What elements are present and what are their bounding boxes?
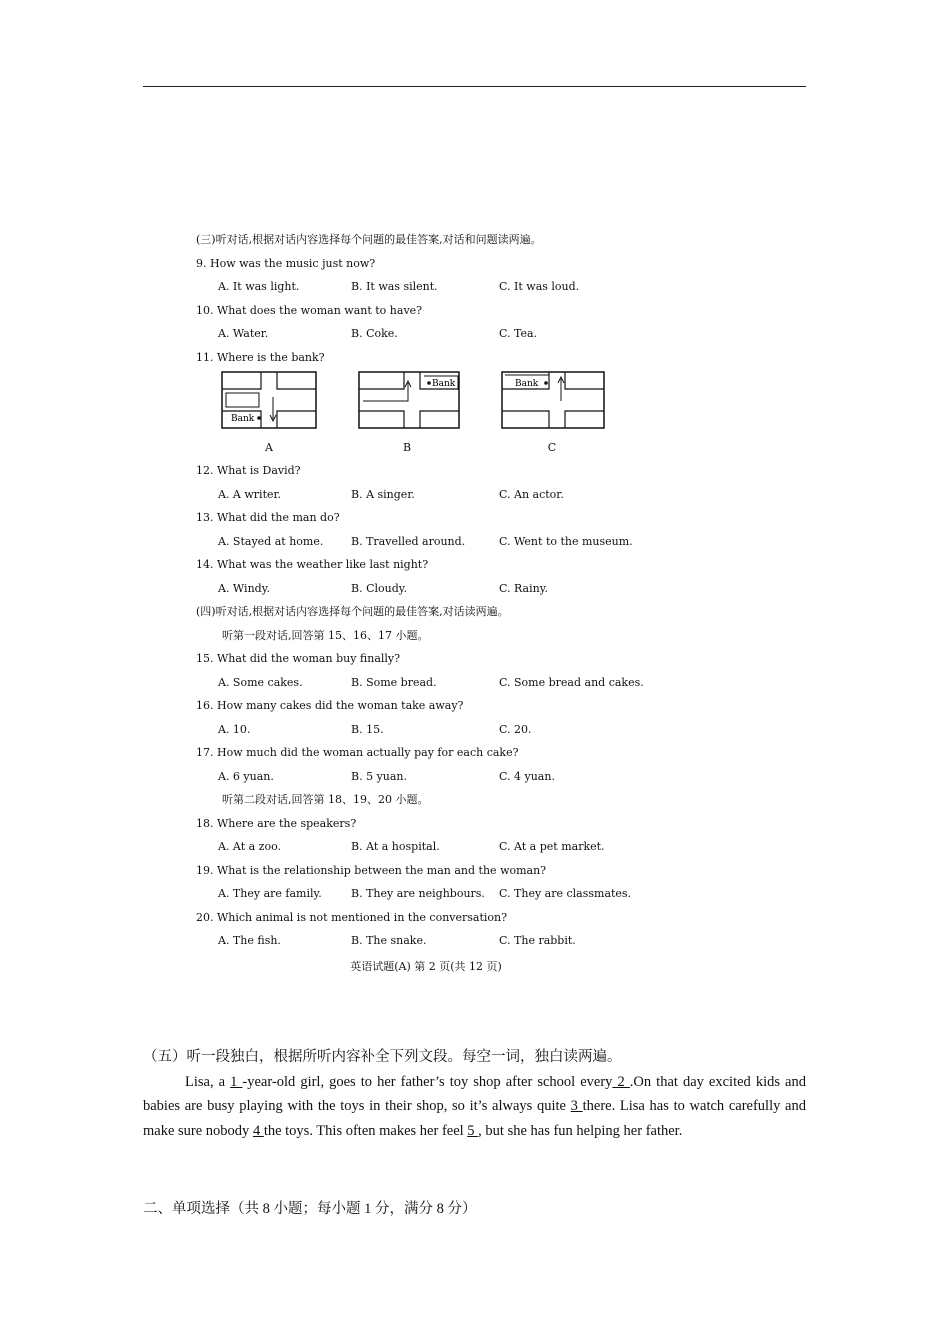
blank-4: 4 <box>252 1122 264 1139</box>
question-10: 10. What does the woman want to have? <box>196 303 423 317</box>
top-rule <box>143 86 806 87</box>
option-9a: A. It was light. <box>218 280 300 293</box>
question-12: 12. What is David? <box>196 464 301 477</box>
section4-instruction: (四)听对话,根据对话内容选择每个问题的最佳答案,对话读两遍。 <box>196 605 509 618</box>
section5-passage <box>143 1070 806 1144</box>
option-18a: A. At a zoo. <box>218 840 282 853</box>
passage-text-6: , but she has fun helping her father. <box>478 1122 683 1139</box>
section3-instruction: (三)听对话,根据对话内容选择每个问题的最佳答案,对话和问题读两遍。 <box>196 233 542 246</box>
option-18b: B. At a hospital. <box>351 840 440 853</box>
question-14: 14. What was the weather like last night? <box>196 558 429 571</box>
question-16: 16. How many cakes did the woman take away? <box>196 699 464 712</box>
section-two-heading: 二、单项选择（共 8 小题；每小题 1 分，满分 8 分） <box>143 1201 477 1217</box>
option-19c: C. They are classmates. <box>499 887 632 900</box>
map-a <box>221 371 317 429</box>
map-c-letter: C <box>547 441 557 454</box>
option-12b: B. A singer. <box>351 487 415 501</box>
option-15b: B. Some bread. <box>351 675 437 689</box>
option-18c: C. At a pet market. <box>499 840 605 853</box>
section4-part2: 听第二段对话,回答第 18、19、20 小题。 <box>222 793 429 806</box>
blank-2: 2 <box>612 1073 630 1090</box>
map-a-letter: A <box>265 441 273 454</box>
option-14a: A. Windy. <box>218 581 270 595</box>
bank-maps <box>196 369 656 459</box>
option-20a: A. The fish. <box>218 934 281 947</box>
map-c-bank-label: Bank <box>515 379 539 389</box>
map-a-bank-label: Bank <box>231 414 255 424</box>
option-10b: B. Coke. <box>351 327 398 340</box>
option-14c: C. Rainy. <box>499 581 548 595</box>
option-13b: B. Travelled around. <box>351 534 466 548</box>
option-10c: C. Tea. <box>499 327 538 340</box>
passage-text-1: Lisa, a <box>185 1073 231 1090</box>
scanned-exam-page <box>196 228 656 978</box>
option-20c: C. The rabbit. <box>499 934 576 947</box>
section4-part1: 听第一段对话,回答第 15、16、17 小题。 <box>222 628 429 642</box>
question-9: 9. How was the music just now? <box>196 256 376 270</box>
passage-text-4: there. Lisa has to watch carefully and make sure nobody <box>143 1098 806 1139</box>
map-b-bank-label: Bank <box>432 379 456 389</box>
option-9c: C. It was loud. <box>499 280 580 293</box>
map-c <box>501 371 605 429</box>
passage-text-2: -year-old girl, goes to her father’s toy shop after school every <box>242 1073 613 1090</box>
question-15: 15. What did the woman buy finally? <box>196 652 401 665</box>
option-17b: B. 5 yuan. <box>351 769 408 783</box>
option-12a: A. A writer. <box>218 487 282 501</box>
option-12c: C. An actor. <box>499 487 564 501</box>
option-19a: A. They are family. <box>218 887 322 900</box>
option-19b: B. They are neighbours. <box>351 887 485 900</box>
map-b <box>358 371 460 429</box>
option-9b: B. It was silent. <box>351 280 438 293</box>
page-footer: 英语试题(A) 第 2 页(共 12 页) <box>350 959 502 973</box>
option-20b: B. The snake. <box>351 934 427 947</box>
option-17c: C. 4 yuan. <box>499 769 555 783</box>
option-15a: A. Some cakes. <box>218 675 303 689</box>
question-13: 13. What did the man do? <box>196 511 340 524</box>
option-14b: B. Cloudy. <box>351 581 408 595</box>
question-20: 20. Which animal is not mentioned in the conversation? <box>196 910 508 924</box>
passage-text-5: the toys. This often makes her feel <box>263 1122 468 1139</box>
option-15c: C. Some bread and cakes. <box>499 675 644 689</box>
option-13a: A. Stayed at home. <box>218 534 324 548</box>
question-11: 11. Where is the bank? <box>196 350 325 364</box>
section5-instruction: （五）听一段独白，根据所听内容补全下列文段。每空一词，独白读两遍。 <box>143 1049 622 1065</box>
map-b-letter: B <box>402 441 412 454</box>
section5 <box>143 1045 806 1143</box>
option-13c: C. Went to the museum. <box>499 534 633 548</box>
blank-5: 5 <box>467 1122 479 1139</box>
option-10a: A. Water. <box>218 327 269 340</box>
blank-1: 1 <box>230 1073 243 1090</box>
question-17: 17. How much did the woman actually pay for each cake? <box>196 746 519 759</box>
question-18: 18. Where are the speakers? <box>196 816 357 830</box>
passage-text-3: .On that day excited kids and babies are busy playing with the toys in their shop, so it’s always quite <box>143 1073 806 1114</box>
option-16c: C. 20. <box>499 722 532 736</box>
option-17a: A. 6 yuan. <box>218 769 274 783</box>
blank-3: 3 <box>570 1098 583 1114</box>
option-16a: A. 10. <box>218 722 251 736</box>
option-16b: B. 15. <box>351 722 384 736</box>
question-19: 19. What is the relationship between the man and the woman? <box>196 863 547 877</box>
